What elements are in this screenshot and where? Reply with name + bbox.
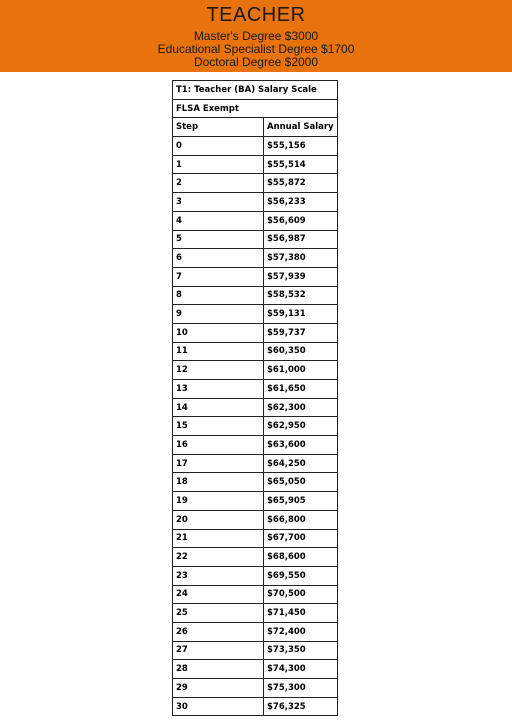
table-row (173, 548, 338, 567)
degree-stipend-masters: Master's Degree $3000 (193, 29, 319, 43)
annual-salary-cell: $74,300 (264, 660, 338, 679)
table-row (173, 398, 338, 417)
step-cell: 2 (173, 174, 264, 193)
table-row (173, 510, 338, 529)
table-row (173, 641, 338, 660)
salary-scale-table (172, 80, 338, 716)
table-row (173, 323, 338, 342)
step-cell: 13 (173, 380, 264, 399)
annual-salary-cell: $56,987 (264, 230, 338, 249)
step-cell: 23 (173, 566, 264, 585)
annual-salary-cell: $66,800 (264, 510, 338, 529)
table-row (173, 660, 338, 679)
table-row (173, 174, 338, 193)
step-cell: 22 (173, 548, 264, 567)
step-cell: 3 (173, 193, 264, 212)
step-cell: 30 (173, 697, 264, 716)
step-cell: 29 (173, 679, 264, 698)
step-cell: 14 (173, 398, 264, 417)
table-row (173, 473, 338, 492)
annual-salary-cell: $57,939 (264, 267, 338, 286)
table-row (173, 286, 338, 305)
step-cell: 0 (173, 137, 264, 156)
table-row (173, 492, 338, 511)
table-row (173, 361, 338, 380)
table-row (173, 417, 338, 436)
step-cell: 7 (173, 267, 264, 286)
annual-salary-cell: $61,000 (264, 361, 338, 380)
table-row (173, 155, 338, 174)
table-row (173, 679, 338, 698)
step-cell: 28 (173, 660, 264, 679)
step-cell: 20 (173, 510, 264, 529)
annual-salary-cell: $67,700 (264, 529, 338, 548)
table-row (173, 529, 338, 548)
annual-salary-cell: $62,300 (264, 398, 338, 417)
step-cell: 1 (173, 155, 264, 174)
degree-stipend-doctoral: Doctoral Degree $2000 (193, 55, 319, 69)
step-cell: 8 (173, 286, 264, 305)
table-row (173, 211, 338, 230)
annual-salary-cell: $65,050 (264, 473, 338, 492)
step-cell: 19 (173, 492, 264, 511)
table-title: T1: Teacher (BA) Salary Scale (173, 81, 338, 100)
annual-salary-cell: $55,156 (264, 137, 338, 156)
step-cell: 9 (173, 305, 264, 324)
column-header-step: Step (173, 118, 264, 137)
annual-salary-cell: $65,905 (264, 492, 338, 511)
annual-salary-cell: $56,233 (264, 193, 338, 212)
table-row (173, 137, 338, 156)
annual-salary-cell: $56,609 (264, 211, 338, 230)
table-row (173, 342, 338, 361)
step-cell: 15 (173, 417, 264, 436)
table-header-row (173, 118, 338, 137)
annual-salary-cell: $73,350 (264, 641, 338, 660)
annual-salary-cell: $70,500 (264, 585, 338, 604)
table-title-row (173, 81, 338, 100)
step-cell: 6 (173, 249, 264, 268)
annual-salary-cell: $55,872 (264, 174, 338, 193)
annual-salary-cell: $59,737 (264, 323, 338, 342)
annual-salary-cell: $55,514 (264, 155, 338, 174)
column-header-annual-salary: Annual Salary (264, 118, 338, 137)
table-row (173, 305, 338, 324)
table-subtitle: FLSA Exempt (173, 99, 338, 118)
degree-stipend-specialist: Educational Specialist Degree $1700 (157, 42, 355, 56)
annual-salary-cell: $58,532 (264, 286, 338, 305)
step-cell: 4 (173, 211, 264, 230)
step-cell: 16 (173, 436, 264, 455)
step-cell: 11 (173, 342, 264, 361)
table-row (173, 249, 338, 268)
annual-salary-cell: $75,300 (264, 679, 338, 698)
step-cell: 21 (173, 529, 264, 548)
table-row (173, 193, 338, 212)
page-title: TEACHER (206, 4, 306, 26)
annual-salary-cell: $64,250 (264, 454, 338, 473)
annual-salary-cell: $62,950 (264, 417, 338, 436)
table-row (173, 697, 338, 716)
table-row (173, 585, 338, 604)
annual-salary-cell: $59,131 (264, 305, 338, 324)
header-banner (0, 0, 512, 72)
annual-salary-cell: $71,450 (264, 604, 338, 623)
annual-salary-cell: $72,400 (264, 622, 338, 641)
annual-salary-cell: $60,350 (264, 342, 338, 361)
step-cell: 27 (173, 641, 264, 660)
table-row (173, 454, 338, 473)
step-cell: 17 (173, 454, 264, 473)
annual-salary-cell: $57,380 (264, 249, 338, 268)
step-cell: 24 (173, 585, 264, 604)
step-cell: 5 (173, 230, 264, 249)
table-row (173, 230, 338, 249)
table-row (173, 267, 338, 286)
annual-salary-cell: $76,325 (264, 697, 338, 716)
annual-salary-cell: $68,600 (264, 548, 338, 567)
step-cell: 26 (173, 622, 264, 641)
step-cell: 25 (173, 604, 264, 623)
annual-salary-cell: $61,650 (264, 380, 338, 399)
annual-salary-cell: $63,600 (264, 436, 338, 455)
step-cell: 18 (173, 473, 264, 492)
table-row (173, 566, 338, 585)
table-row (173, 380, 338, 399)
table-subtitle-row (173, 99, 338, 118)
table-row (173, 622, 338, 641)
table-row (173, 604, 338, 623)
table-row (173, 436, 338, 455)
step-cell: 10 (173, 323, 264, 342)
annual-salary-cell: $69,550 (264, 566, 338, 585)
step-cell: 12 (173, 361, 264, 380)
